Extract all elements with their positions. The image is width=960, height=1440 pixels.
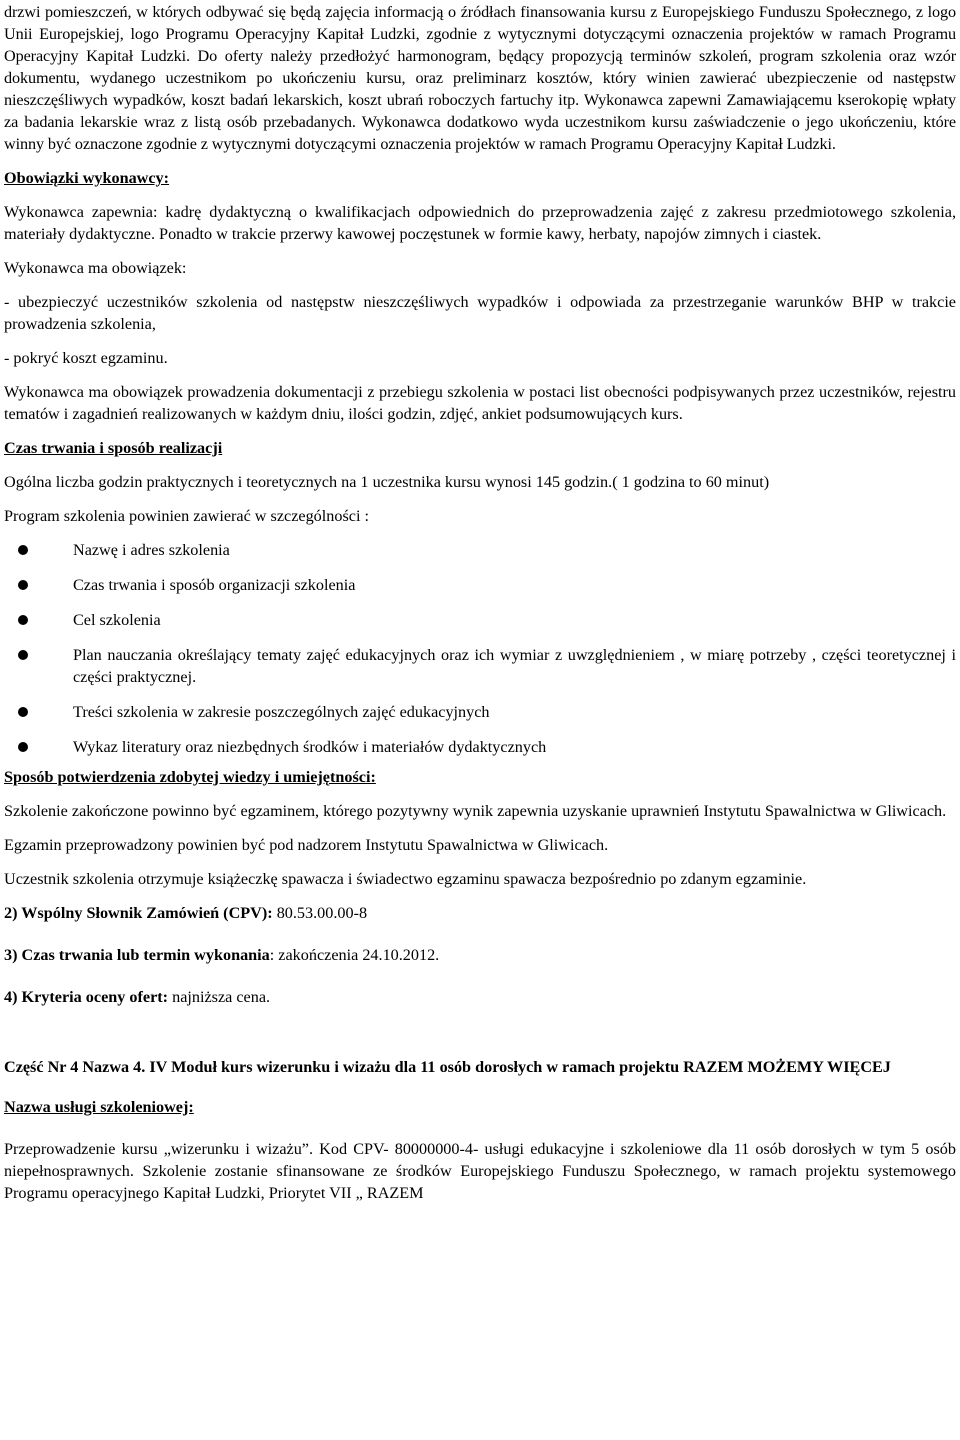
duration-heading: Czas trwania i sposób realizacji <box>4 439 223 457</box>
list-item-text: Czas trwania i sposób organizacji szkolenia <box>73 576 356 594</box>
list-item <box>4 539 956 561</box>
criteria-line <box>4 986 956 1008</box>
obligations-heading: Obowiązki wykonawcy: <box>4 169 170 187</box>
list-item-text: Wykaz literatury oraz niezbędnych środków i materiałów dydaktycznych <box>73 738 547 756</box>
bullet-icon <box>18 545 28 555</box>
service-paragraph: Przeprowadzenie kursu „wizerunku i wizażu”. Kod CPV- 80000000-4- usługi edukacyjne i szkoleniowe dla 11 osób dorosłych w tym 5 osób niepełnosprawnych. Szkolenie zostanie sfinansowane ze środków Europejskiego Funduszu Społecznego, w ramach projektu systemowego Programu operacyjnego Kapitał Ludzki, Priorytet VII „ RAZEM <box>4 1140 956 1202</box>
document-page <box>4 1 956 1204</box>
confirmation-paragraph-3: Uczestnik szkolenia otrzymuje książeczkę spawacza i świadectwo egzaminu spawacza bezpośrednio po zdanym egzaminie. <box>4 870 807 888</box>
bullet-icon <box>18 650 28 660</box>
obligations-paragraph-3: - ubezpieczyć uczestników szkolenia od następstw nieszczęśliwych wypadków i odpowiada za przestrzeganie warunków BHP w trakcie prowadzenia szkolenia, <box>4 293 956 333</box>
cpv-line <box>4 902 956 924</box>
bullet-icon <box>18 742 28 752</box>
term-line <box>4 944 956 966</box>
term-label: 3) Czas trwania lub termin wykonania <box>4 946 270 964</box>
program-list <box>4 539 956 758</box>
list-item-text: Plan nauczania określający tematy zajęć edukacyjnych oraz ich wymiar z uwzględnieniem , w miarę potrzeby , części teoretycznej i części praktycznej. <box>73 646 956 686</box>
list-item-text: Treści szkolenia w zakresie poszczególnych zajęć edukacyjnych <box>73 703 490 721</box>
list-item-text: Cel szkolenia <box>73 611 161 629</box>
obligations-paragraph-4: - pokryć koszt egzaminu. <box>4 349 168 367</box>
obligations-paragraph-2: Wykonawca ma obowiązek: <box>4 259 187 277</box>
part-title: Część Nr 4 Nazwa 4. IV Moduł kurs wizerunku i wizażu dla 11 osób dorosłych w ramach projektu RAZEM MOŻEMY WIĘCEJ <box>4 1058 891 1076</box>
confirmation-paragraph-2: Egzamin przeprowadzony powinien być pod nadzorem Instytutu Spawalnictwa w Gliwicach. <box>4 836 609 854</box>
list-item <box>4 701 956 723</box>
duration-paragraph-1: Ogólna liczba godzin praktycznych i teoretycznych na 1 uczestnika kursu wynosi 145 godzin.( 1 godzina to 60 minut) <box>4 473 770 491</box>
bullet-icon <box>18 615 28 625</box>
confirmation-heading: Sposób potwierdzenia zdobytej wiedzy i umiejętności: <box>4 768 376 786</box>
duration-paragraph-2: Program szkolenia powinien zawierać w szczególności : <box>4 507 369 525</box>
criteria-value: najniższa cena. <box>168 988 271 1006</box>
bullet-icon <box>18 580 28 590</box>
list-item <box>4 736 956 758</box>
service-heading: Nazwa usługi szkoleniowej: <box>4 1098 194 1116</box>
term-value: : zakończenia 24.10.2012. <box>269 946 440 964</box>
list-item-text: Nazwę i adres szkolenia <box>73 541 230 559</box>
bullet-icon <box>18 707 28 717</box>
list-item <box>4 574 956 596</box>
cpv-label: 2) Wspólny Słownik Zamówień (CPV): <box>4 904 273 922</box>
list-item <box>4 644 956 688</box>
cpv-value: 80.53.00.00-8 <box>272 904 368 922</box>
intro-paragraph: drzwi pomieszczeń, w których odbywać się będą zajęcia informacją o źródłach finansowania kursu z Europejskiego Funduszu Społecznego, z logo Unii Europejskiej, logo Programu Operacyjny Kapitał Ludzki, zgodnie z wytycznymi dotyczącymi oznaczenia projektów w ramach Programu Operacyjny Kapitał Ludzki. Do oferty należy przedłożyć harmonogram, będący propozycją terminów szkoleń, program szkolenia oraz wzór dokumentu, wydanego uczestnikom po ukończeniu kursu, oraz preliminarz kosztów, który winien zawierać ubezpieczenie od następstw nieszczęśliwych wypadków, koszt badań lekarskich, koszt ubrań roboczych fartuchy itp. Wykonawca zapewni Zamawiającemu kserokopię wpłaty za badania lekarskie wraz z listą osób przebadanych. Wykonawca dodatkowo wyda uczestnikom kursu zaświadczenie o jego ukończeniu, które winny być oznaczone zgodnie z wytycznymi dotyczącymi oznaczenia projektów w ramach Programu Operacyjny Kapitał Ludzki. <box>4 3 956 153</box>
obligations-paragraph-5: Wykonawca ma obowiązek prowadzenia dokumentacji z przebiegu szkolenia w postaci list obecności podpisywanych przez uczestników, rejestru tematów i zagadnień realizowanych w każdym dniu, ilości godzin, zdjęć, ankiet podsumowujących kurs. <box>4 383 956 423</box>
obligations-paragraph-1: Wykonawca zapewnia: kadrę dydaktyczną o kwalifikacjach odpowiednich do przeprowadzenia zajęć z zakresu przedmiotowego szkolenia, materiały dydaktyczne. Ponadto w trakcie przerwy kawowej poczęstunek w formie kawy, herbaty, napojów zimnych i ciastek. <box>4 203 956 243</box>
confirmation-paragraph-1: Szkolenie zakończone powinno być egzaminem, którego pozytywny wynik zapewnia uzyskanie uprawnień Instytutu Spawalnictwa w Gliwicach. <box>4 802 947 820</box>
list-item <box>4 609 956 631</box>
criteria-label: 4) Kryteria oceny ofert: <box>4 988 169 1006</box>
